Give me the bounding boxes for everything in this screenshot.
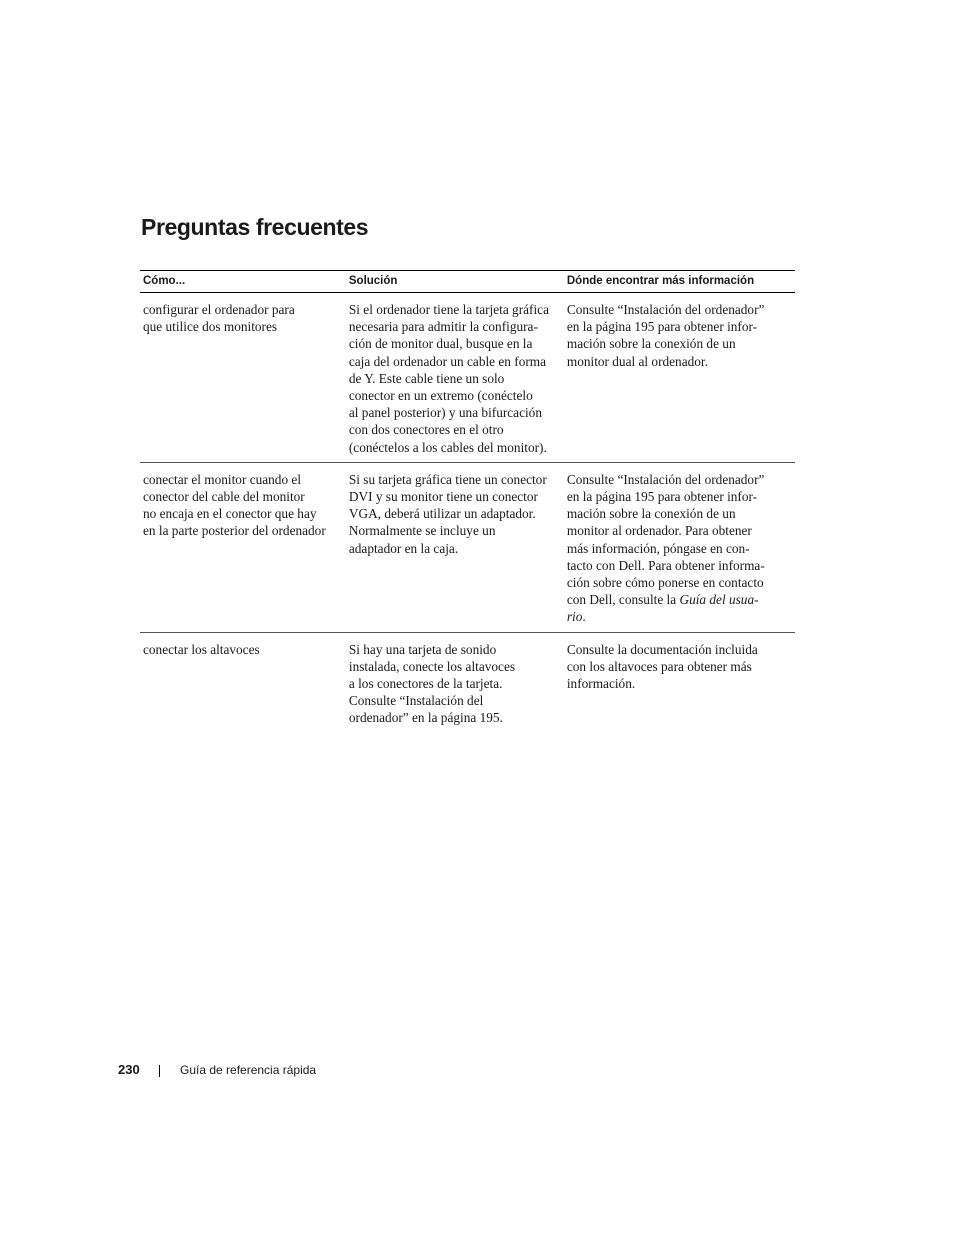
text-line: conectar los altavoces bbox=[143, 641, 260, 657]
cell-solution bbox=[346, 462, 564, 632]
text-fragment: con Dell, consulte la bbox=[566, 592, 680, 608]
text-line: Si su tarjeta gráfica tiene un conector bbox=[348, 471, 547, 487]
user-guide-title: rio bbox=[566, 609, 583, 625]
table-row bbox=[140, 293, 795, 463]
text-line: al panel posterior) y una bifurcación bbox=[348, 405, 542, 421]
text-line: tacto con Dell. Para obtener informa- bbox=[566, 557, 765, 573]
text-line: Consulte “Instalación del ordenador” bbox=[566, 302, 765, 317]
faq-table bbox=[140, 270, 795, 733]
table-header-row bbox=[140, 271, 795, 293]
text-line: en la página 195 para obtener infor- bbox=[566, 319, 758, 335]
text-line: que utilice dos monitores bbox=[143, 319, 278, 335]
text-line: necesaria para admitir la configura- bbox=[348, 319, 538, 335]
table-row bbox=[140, 462, 795, 632]
text-line: Normalmente se incluye un bbox=[348, 523, 496, 539]
page-number: 230 bbox=[118, 1062, 140, 1077]
text-line: en la página 195 para obtener infor- bbox=[566, 489, 758, 505]
text-line: monitor dual al ordenador. bbox=[566, 353, 708, 369]
cell-more-info bbox=[564, 462, 795, 632]
text-line: conector del cable del monitor bbox=[143, 489, 305, 505]
text-line: monitor al ordenador. Para obtener bbox=[566, 523, 752, 539]
text-line: caja del ordenador un cable en forma bbox=[348, 353, 547, 369]
text-line: Consulte “Instalación del bbox=[348, 693, 484, 709]
text-line: más información, póngase en con- bbox=[566, 540, 750, 556]
text-line bbox=[567, 591, 792, 608]
cell-more-info bbox=[564, 293, 795, 463]
cell-solution bbox=[346, 293, 564, 463]
user-guide-title: Guía del usua- bbox=[679, 592, 759, 608]
text-line: configurar el ordenador para bbox=[143, 302, 295, 317]
page-title: Preguntas frecuentes bbox=[141, 214, 369, 240]
cell-more-info bbox=[564, 632, 795, 733]
text-line: a los conectores de la tarjeta. bbox=[348, 676, 503, 692]
cell-how bbox=[140, 293, 346, 463]
text-line: Consulte la documentación incluida bbox=[566, 641, 758, 657]
text-line: Si el ordenador tiene la tarjeta gráfica bbox=[348, 302, 549, 317]
text-line: con los altavoces para obtener más bbox=[566, 658, 752, 674]
text-line: información. bbox=[566, 676, 636, 692]
text-fragment: . bbox=[582, 609, 586, 625]
text-line: de Y. Este cable tiene un solo bbox=[348, 370, 505, 386]
footer-divider bbox=[159, 1065, 160, 1077]
text-line: conectar el monitor cuando el bbox=[143, 471, 302, 487]
text-line: ción sobre cómo ponerse en contacto bbox=[566, 575, 764, 591]
column-header-more-info: Dónde encontrar más información bbox=[564, 271, 795, 293]
text-line: Consulte “Instalación del ordenador” bbox=[566, 471, 765, 487]
text-line: DVI y su monitor tiene un conector bbox=[348, 489, 538, 505]
text-line: conector en un extremo (conéctelo bbox=[348, 388, 533, 404]
column-header-how: Cómo... bbox=[140, 271, 346, 293]
text-line: mación sobre la conexión de un bbox=[566, 506, 736, 522]
text-line: Si hay una tarjeta de sonido bbox=[348, 641, 497, 657]
text-line bbox=[567, 608, 792, 625]
text-line: VGA, deberá utilizar un adaptador. bbox=[348, 506, 536, 522]
text-line: mación sobre la conexión de un bbox=[566, 336, 736, 352]
text-line: (conéctelos a los cables del monitor). bbox=[348, 439, 547, 455]
text-line: ción de monitor dual, busque en la bbox=[348, 336, 533, 352]
text-line: adaptador en la caja. bbox=[348, 540, 459, 556]
text-line: instalada, conecte los altavoces bbox=[348, 658, 516, 674]
text-line: con dos conectores en el otro bbox=[348, 422, 504, 438]
cell-how bbox=[140, 462, 346, 632]
text-line: ordenador” en la página 195. bbox=[348, 710, 503, 726]
cell-how bbox=[140, 632, 346, 733]
column-header-solution: Solución bbox=[346, 271, 564, 293]
footer-title: Guía de referencia rápida bbox=[180, 1063, 317, 1077]
text-line: no encaja en el conector que hay bbox=[143, 506, 317, 522]
table-row bbox=[140, 632, 795, 733]
text-line: en la parte posterior del ordenador bbox=[143, 523, 326, 539]
cell-solution bbox=[346, 632, 564, 733]
